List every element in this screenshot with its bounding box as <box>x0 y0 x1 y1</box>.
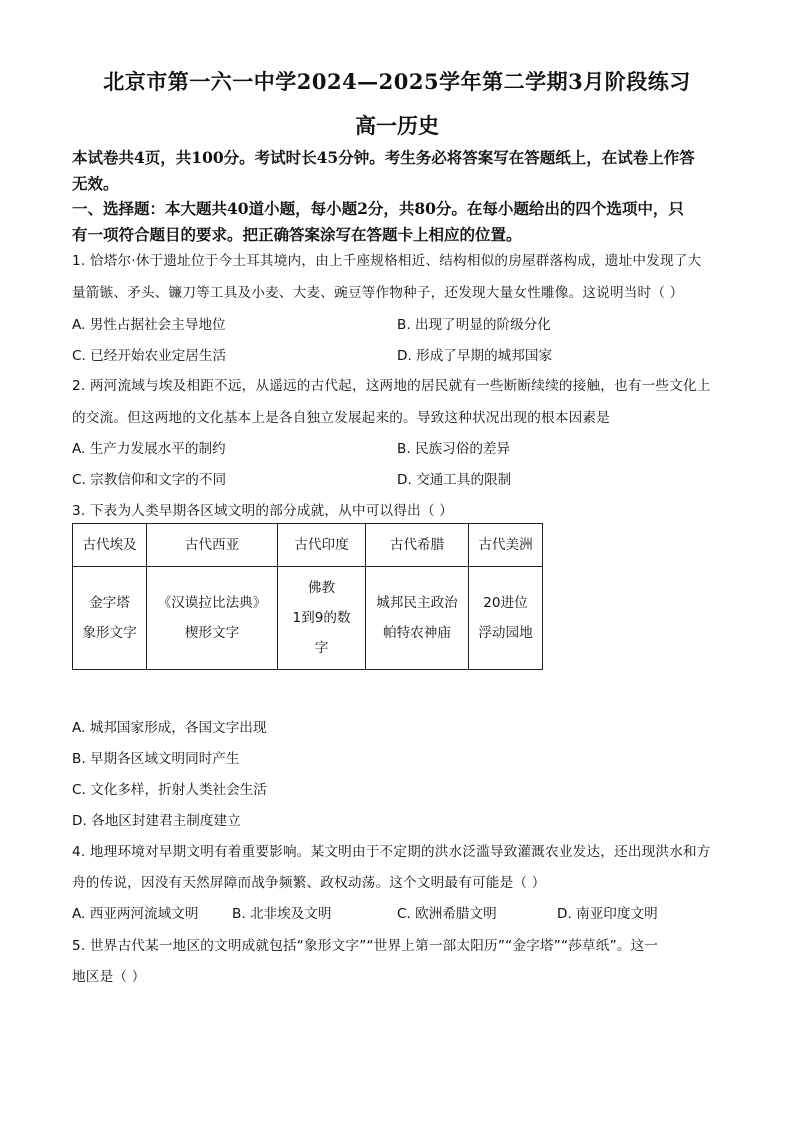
question-1-option-c[interactable]: C. 已经开始农业定居生活 <box>72 348 227 364</box>
question-2-option-a[interactable]: A. 生产力发展水平的制约 <box>72 441 226 457</box>
table-header-row <box>73 524 543 567</box>
question-3-option-a[interactable]: A. 城邦国家形成，各国文字出现 <box>72 720 267 736</box>
table-cell-line: 象形文字 <box>82 625 137 641</box>
section-heading-line-1: 一、选择题：本大题共40道小题，每小题2分，共80分。在每小题给出的四个选项中，只 <box>72 199 684 218</box>
table-header-cell: 古代埃及 <box>73 524 147 567</box>
question-1-option-b[interactable]: B. 出现了明显的阶级分化 <box>397 317 551 333</box>
table-header-cell: 古代希腊 <box>366 524 469 567</box>
table-cell-line: 楔形文字 <box>184 625 240 641</box>
section-heading-line-2: 有一项符合题目的要求。把正确答案涂写在答题卡上相应的位置。 <box>72 225 522 244</box>
question-1-option-d[interactable]: D. 形成了早期的城邦国家 <box>397 348 553 364</box>
table-header-cell: 古代印度 <box>278 524 366 567</box>
table-cell-line: 城邦民主政治 <box>376 595 458 611</box>
question-3-option-b[interactable]: B. 早期各区域文明同时产生 <box>72 751 240 767</box>
question-4-option-c[interactable]: C. 欧洲希腊文明 <box>397 906 497 922</box>
question-2-stem-line-1: 2. 两河流域与埃及相距不远，从遥远的古代起，这两地的居民就有一些断断续续的接触，也有一些文化上 <box>72 378 711 394</box>
question-5-stem-line-2: 地区是（ ） <box>72 969 146 985</box>
table-cell-line: 字 <box>314 640 329 656</box>
table-header-cell: 古代美洲 <box>469 524 543 567</box>
table-cell-line: 佛教 <box>307 580 336 596</box>
question-4-option-d[interactable]: D. 南亚印度文明 <box>557 906 658 922</box>
question-2-stem-line-2: 的交流。但这两地的文化基本上是各自独立发展起来的。导致这种状况出现的根本因素是 <box>72 410 610 426</box>
exam-subject: 高一历史 <box>355 113 439 138</box>
table-cell-line: 20进位 <box>483 595 528 611</box>
question-2-option-d[interactable]: D. 交通工具的限制 <box>397 472 512 488</box>
instructions-line-1: 本试卷共4页，共100分。考试时长45分钟。考生务必将答案写在答题纸上，在试卷上作答 <box>72 148 695 167</box>
table-cell-line: 浮动园地 <box>478 625 533 641</box>
question-1-option-a[interactable]: A. 男性占据社会主导地位 <box>72 317 226 333</box>
table-cell <box>73 567 147 670</box>
question-2-option-b[interactable]: B. 民族习俗的差异 <box>397 441 511 457</box>
table-cell <box>469 567 543 670</box>
instructions-line-2: 无效。 <box>72 174 119 193</box>
question-3-stem: 3. 下表为人类早期各区域文明的部分成就，从中可以得出（ ） <box>72 503 454 519</box>
table-cell-line: 《汉谟拉比法典》 <box>157 595 267 611</box>
question-2-option-c[interactable]: C. 宗教信仰和文字的不同 <box>72 472 227 488</box>
question-5-stem-line-1: 5. 世界古代某一地区的文明成就包括“象形文字”“世界上第一部太阳历”“金字塔”“莎草纸”。这一 <box>72 938 659 954</box>
civilization-table <box>72 523 543 670</box>
table-cell <box>278 567 366 670</box>
table-cell-line: 1到9的数 <box>292 610 351 626</box>
table-cell-line: 金字塔 <box>89 595 130 611</box>
question-1-stem-line-2: 量箭镞、矛头、镰刀等工具及小麦、大麦、豌豆等作物种子，还发现大量女性雕像。这说明当时（ ） <box>72 285 684 301</box>
question-4-stem-line-1: 4. 地理环境对早期文明有着重要影响。某文明由于不定期的洪水泛滥导致灌溉农业发达，还出现洪水和方 <box>72 844 711 860</box>
table-cell <box>366 567 469 670</box>
question-3-option-d[interactable]: D. 各地区封建君主制度建立 <box>72 813 241 829</box>
question-4-option-b[interactable]: B. 北非埃及文明 <box>232 906 332 922</box>
table-row <box>73 567 543 670</box>
exam-title: 北京市第一六一中学2024—2025学年第二学期3月阶段练习 <box>103 69 691 94</box>
question-3-option-c[interactable]: C. 文化多样，折射人类社会生活 <box>72 782 267 798</box>
table-cell <box>147 567 278 670</box>
question-4-option-a[interactable]: A. 西亚两河流域文明 <box>72 906 199 922</box>
question-1-stem-line-1: 1. 恰塔尔·休于遗址位于今土耳其境内，由上千座规格相近、结构相似的房屋群落构成，遗址中发现了大 <box>72 253 702 269</box>
table-header-cell: 古代西亚 <box>147 524 278 567</box>
question-4-stem-line-2: 舟的传说，因没有天然屏障而战争频繁、政权动荡。这个文明最有可能是（ ） <box>72 875 546 891</box>
table-cell-line: 帕特农神庙 <box>383 625 451 641</box>
